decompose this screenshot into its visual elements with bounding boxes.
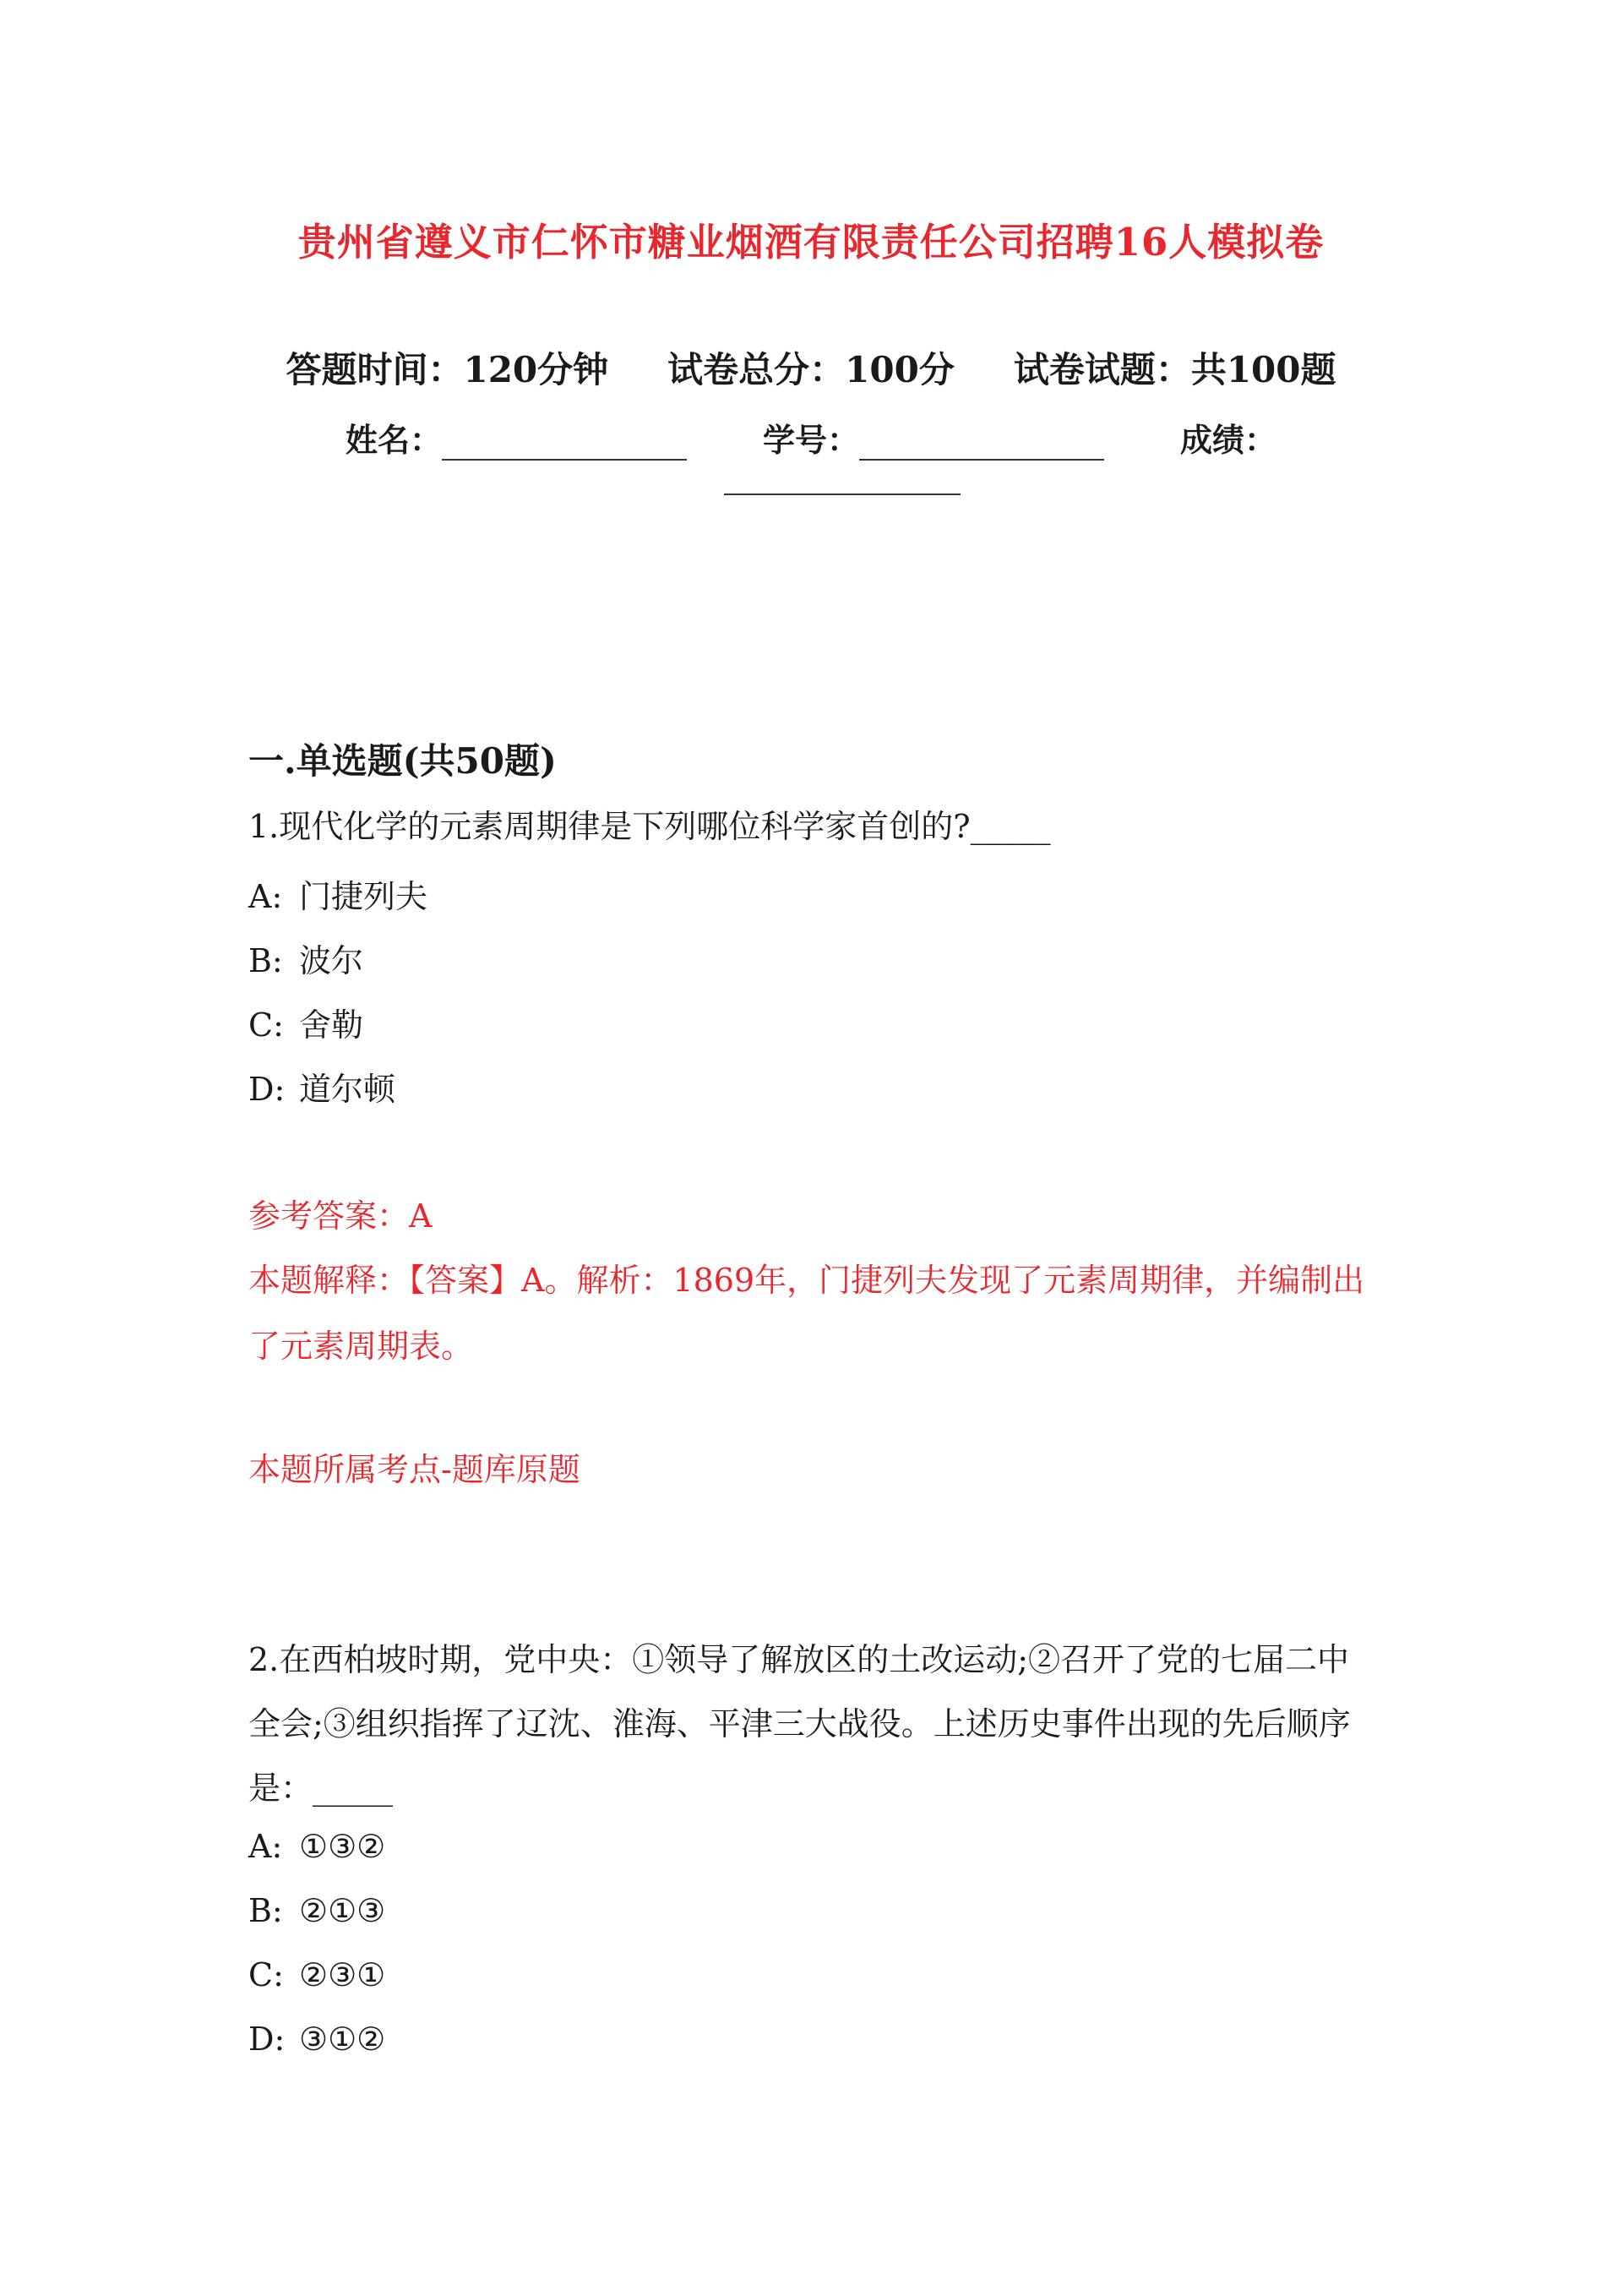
id-label: 学号： [762, 421, 859, 459]
student-info [0, 414, 1622, 461]
option-label: D: [248, 2021, 286, 2058]
question-2-option-b [248, 1892, 385, 1929]
option-text: ③①② [299, 2021, 386, 2058]
option-text: 道尔顿 [299, 1071, 396, 1108]
exam-title: 贵州省遵义市仁怀市糖业烟酒有限责任公司招聘16人模拟卷 [297, 220, 1325, 265]
grade-label: 成绩： [1180, 421, 1277, 459]
option-label: B: [248, 1892, 283, 1929]
question-1-option-b [248, 935, 363, 981]
option-text: 舍勒 [299, 1006, 364, 1044]
option-label: C: [248, 1006, 284, 1044]
question-1-explanation: 本题解释：【答案】A。解析：1869年，门捷列夫发现了元素周期律，并编制出了元素周期表。 [248, 1262, 1365, 1365]
option-text: ②①③ [299, 1892, 386, 1929]
exam-question-count: 试卷试题：共100题 [1013, 349, 1336, 390]
id-blank [859, 428, 1104, 461]
question-1-topic: 本题所属考点-题库原题 [248, 1451, 580, 1488]
option-text: 门捷列夫 [299, 878, 428, 915]
option-label: C: [248, 1956, 284, 1993]
option-label: B: [248, 942, 283, 979]
question-2-option-a [248, 1828, 385, 1865]
question-1-answer: 参考答案：A [248, 1197, 433, 1235]
grade-blank-row [724, 463, 961, 495]
option-label: D: [248, 1071, 286, 1108]
name-label: 姓名： [345, 421, 442, 459]
question-2-option-d [248, 2021, 385, 2058]
exam-total-score: 试卷总分：100分 [667, 349, 955, 390]
question-1-text: 1.现代化学的元素周期律是下列哪位科学家首创的?_____ [248, 808, 1051, 845]
name-blank [442, 428, 687, 461]
question-2-option-c [248, 1956, 385, 1993]
grade-blank [724, 463, 961, 495]
option-label: A: [248, 1828, 283, 1865]
exam-meta [0, 342, 1622, 393]
question-1-option-d [248, 1063, 395, 1110]
option-label: A: [248, 878, 283, 915]
option-text: ①③② [299, 1828, 386, 1865]
question-1-option-a [248, 870, 427, 917]
option-text: ②③① [299, 1956, 386, 1993]
question-2-text: 2.在西柏坡时期，党中央：①领导了解放区的土改运动;②召开了党的七届二中全会;③组织指挥了辽沈、淮海、平津三大战役。上述历史事件出现的先后顺序是：_____ [248, 1641, 1351, 1807]
exam-time: 答题时间：120分钟 [286, 349, 609, 390]
question-1-option-c [248, 999, 363, 1045]
section-title: 一.单选题(共50题) [248, 740, 557, 782]
option-text: 波尔 [299, 942, 364, 979]
